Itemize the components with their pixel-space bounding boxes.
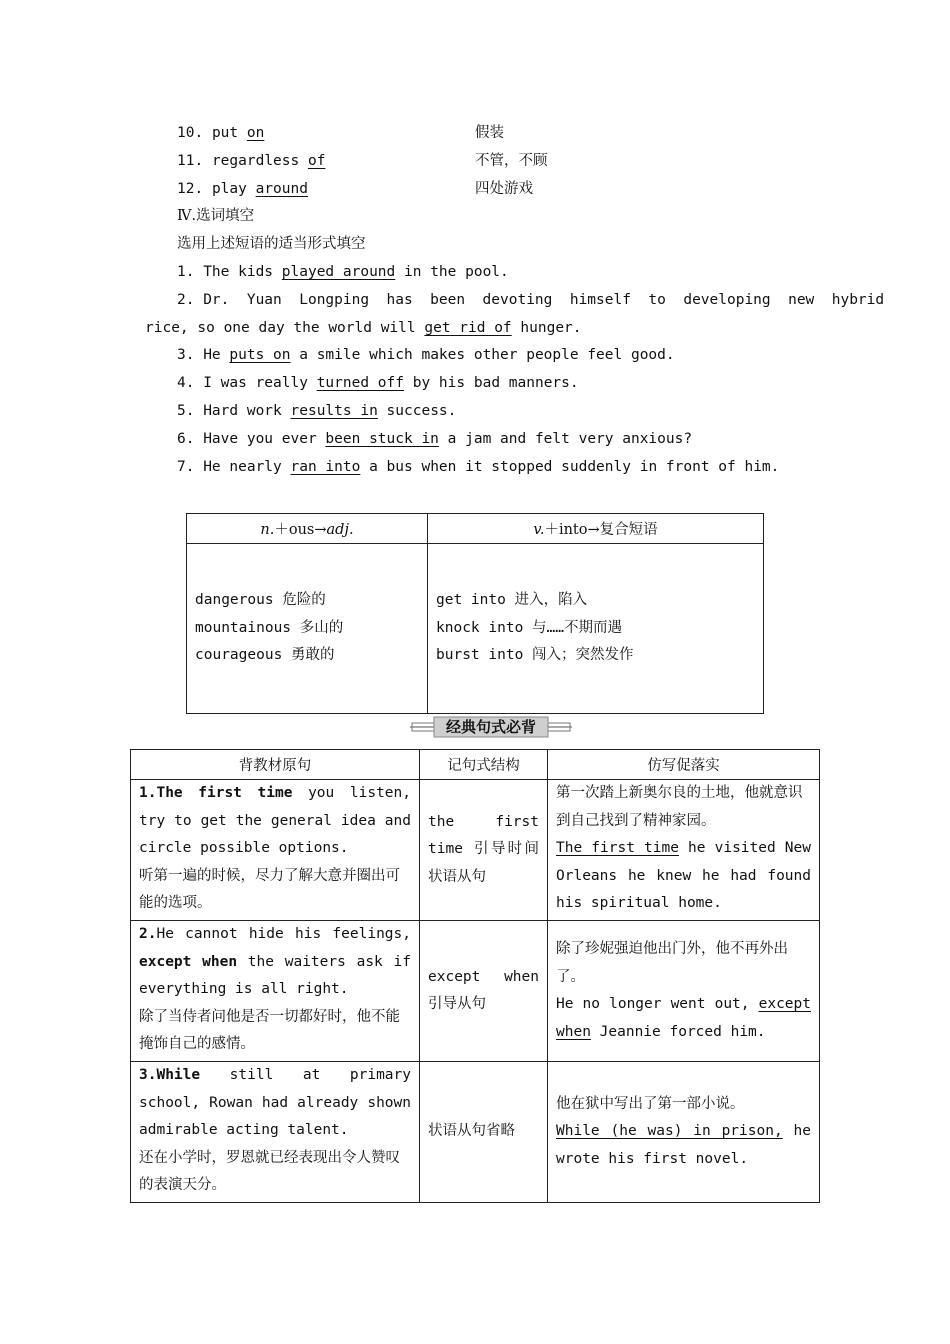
phrase-10-meaning: 假装 xyxy=(475,125,504,141)
row1-original: 1.The first time you listen, try to get the general idea and circle possible options. 听第一遍的时候，尽力了解大意并圈出可能的选项。 xyxy=(131,780,420,921)
sentence-2-line1: 2. Dr. Yuan Longping has been devoting himself to developing new hybrid xyxy=(177,292,885,308)
col-header-imitate: 仿写促落实 xyxy=(548,750,820,780)
phrase-11-meaning: 不管，不顾 xyxy=(475,153,548,169)
row3-imitate: 他在狱中写出了第一部小说。 While (he was) in prison, he wrote his first novel. xyxy=(548,1062,820,1203)
row2-original: 2.He cannot hide his feelings, except when the waiters ask if everything is all right. 除了当侍者问他是否一切都好时，他不能掩饰自己的感情。 xyxy=(131,921,420,1062)
sentence-7: 7. He nearly ran into a bus when it stopped suddenly in front of him. xyxy=(177,459,780,475)
word-table-head-left: n.＋ous→adj. xyxy=(187,514,428,544)
row3-structure: 状语从句省略 xyxy=(420,1062,548,1203)
row2-structure: except when 引导从句 xyxy=(420,921,548,1062)
col-header-original: 背教材原句 xyxy=(131,750,420,780)
row1-imitate: 第一次踏上新奥尔良的土地，他就意识到自己找到了精神家园。 The first time he visited New Orleans he knew he had found his spiritual home. xyxy=(548,780,820,921)
word-item: dangerous 危险的 xyxy=(195,592,326,609)
section-banner xyxy=(410,716,572,738)
phrase-item: get into 进入，陷入 xyxy=(436,592,588,609)
word-table-left-cell xyxy=(187,544,428,714)
word-table-head-right: v.＋into→复合短语 xyxy=(428,514,764,544)
phrase-item: burst into 闯入；突然发作 xyxy=(436,647,634,664)
row2-imitate: 除了珍妮强迫他出门外，他不再外出了。 He no longer went out, except when Jeannie forced him. xyxy=(548,921,820,1062)
word-table-right-cell xyxy=(428,544,764,714)
section-instruction: 选用上述短语的适当形式填空 xyxy=(177,236,366,252)
word-item: mountainous 多山的 xyxy=(195,619,344,636)
row3-original: 3.While still at primary school, Rowan had already shown admirable acting talent. 还在小学时，罗恩就已经表现出令人赞叹的表演天分。 xyxy=(131,1062,420,1203)
phrase-12-meaning: 四处游戏 xyxy=(475,181,533,197)
phrase-item: knock into 与……不期而遇 xyxy=(436,619,622,636)
sentence-1: 1. The kids played around in the pool. xyxy=(177,264,509,280)
banner-title: 经典句式必背 xyxy=(445,718,536,736)
phrase-11: 11. regardless of xyxy=(177,153,326,169)
sentence-2-line2: rice, so one day the world will get rid of hunger. xyxy=(145,320,582,336)
section-title: Ⅳ.选词填空 xyxy=(177,208,255,224)
sentence-3: 3. He puts on a smile which makes other people feel good. xyxy=(177,347,675,363)
sentence-5: 5. Hard work results in success. xyxy=(177,403,457,419)
word-formation-table xyxy=(186,513,764,714)
phrase-12: 12. play around xyxy=(177,181,308,197)
classic-sentences-table xyxy=(130,749,820,1203)
word-item: courageous 勇敢的 xyxy=(195,647,335,664)
col-header-structure: 记句式结构 xyxy=(420,750,548,780)
sentence-4: 4. I was really turned off by his bad manners. xyxy=(177,375,579,391)
phrase-10: 10. put on xyxy=(177,125,265,141)
row1-structure: the first time 引导时间状语从句 xyxy=(420,780,548,921)
sentence-6: 6. Have you ever been stuck in a jam and felt very anxious? xyxy=(177,431,693,447)
